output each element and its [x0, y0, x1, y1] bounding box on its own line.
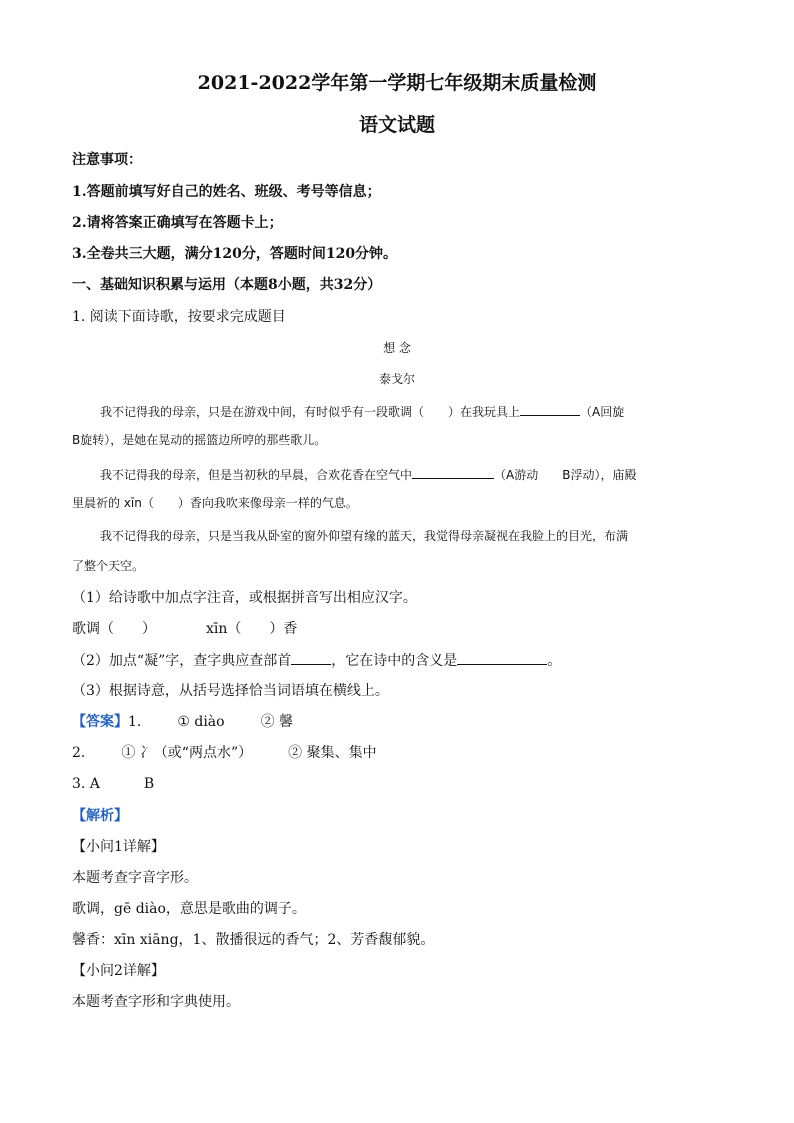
section-heading: 一、基础知识积累与运用（本题8小题，共32分）	[72, 277, 382, 293]
subquestion-heading: 【小问1详解】	[72, 839, 165, 855]
poem-title: 想 念	[383, 341, 411, 355]
answer-line: 3. A B	[72, 776, 155, 792]
sub-question: （2）加点“凝”字，查字典应查部首 ，它在诗中的含义是 。	[72, 650, 561, 671]
notes-heading: 注意事项：	[72, 152, 142, 168]
sub-question: （1）给诗歌中加点字注音，或根据拼音写出相应汉字。	[72, 590, 417, 606]
answer-line: 2. ① 冫（或“两点水”） ② 聚集、集中	[72, 745, 377, 761]
page-title: 2021-2022学年第一学期七年级期末质量检测	[197, 72, 597, 94]
question-prompt: 1. 阅读下面诗歌，按要求完成题目	[72, 309, 286, 325]
sub-question: （3）根据诗意，从括号选择恰当词语填在横线上。	[72, 683, 389, 699]
fill-blank[interactable]	[457, 650, 547, 665]
page-subtitle: 语文试题	[358, 114, 435, 136]
poem-line: 里晨祈的 xīn（ ）香向我吹来像母亲一样的气息。	[72, 496, 358, 510]
note-item: 3.全卷共三大题，满分120分，答题时间120分钟。	[72, 246, 398, 262]
poem-line: 我不记得我的母亲，只是当我从卧室的窗外仰望有缘的蓝天，我觉得母亲凝视在我脸上的目光，布满	[100, 529, 629, 543]
analysis-text: 本题考查字音字形。	[72, 870, 198, 886]
analysis-text: 本题考查字形和字典使用。	[72, 994, 240, 1010]
poem-line: 了整个天空。	[72, 559, 145, 573]
subquestion-heading: 【小问2详解】	[72, 963, 165, 979]
poem-author: 泰戈尔	[378, 372, 415, 386]
fill-blank[interactable]	[412, 464, 494, 479]
poem-line: 我不记得我的母亲，只是在游戏中间，有时似乎有一段歌调（ ）在我玩具上 （A回旋	[100, 401, 624, 421]
answer-line: 【答案】1. ① diào ② 馨	[72, 714, 294, 730]
poem-line: B旋转），是她在晃动的摇篮边所哼的那些歌儿。	[72, 433, 327, 447]
analysis-text: 歌调，gē diào，意思是歌曲的调子。	[72, 901, 306, 917]
fill-line: 歌调（ ） xīn（ ）香	[72, 621, 298, 637]
analysis-tag: 【解析】	[72, 808, 128, 824]
poem-line: 我不记得我的母亲，但是当初秋的早晨，合欢花香在空气中 （A游动 B浮动），庙殿	[100, 464, 636, 484]
note-item: 2.请将答案正确填写在答题卡上；	[72, 215, 283, 231]
fill-blank[interactable]	[520, 401, 580, 416]
note-item: 1.答题前填写好自己的姓名、班级、考号等信息；	[72, 184, 381, 200]
fill-blank[interactable]	[291, 650, 331, 665]
analysis-text: 馨香：xīn xiāng，1、散播很远的香气；2、芳香馥郁貌。	[72, 932, 435, 948]
